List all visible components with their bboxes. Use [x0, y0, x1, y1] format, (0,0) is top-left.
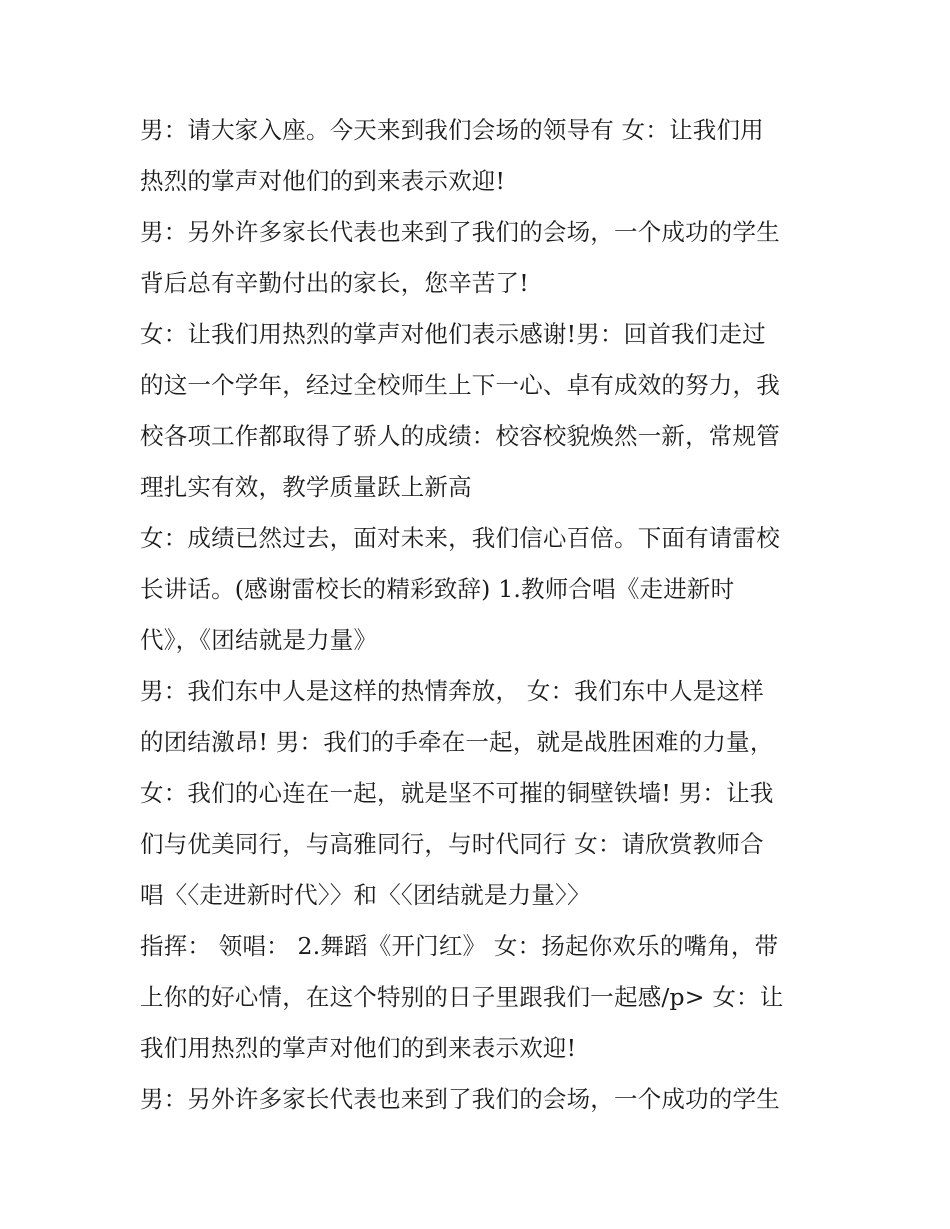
text-line: 背后总有辛勤付出的家长，您辛苦了! [140, 269, 529, 297]
text-line: 长讲话。(感谢雷校长的精彩致辞) 1.教师合唱《走进新时 [140, 575, 735, 603]
text-line: 热烈的掌声对他们的到来表示欢迎! [140, 167, 506, 195]
text-line: 代》，《团结就是力量》 [140, 626, 378, 654]
text-line: 上你的好心情，在这个特别的日子里跟我们一起感/p> 女：让 [140, 983, 784, 1011]
text-line: 的团结激昂! 男：我们的手牵在一起，就是战胜困难的力量， [140, 728, 774, 756]
text-line: 我们用热烈的掌声对他们的到来表示欢迎! [140, 1034, 577, 1062]
text-line: 男：我们东中人是这样的热情奔放， 女：我们东中人是这样 [140, 677, 764, 705]
text-line: 理扎实有效，教学质量跃上新高 [140, 473, 472, 501]
text-line: 女：我们的心连在一起，就是坚不可摧的铜壁铁墙! 男：让我 [140, 779, 774, 807]
text-line: 唱〈〈走进新时代〉〉和〈〈团结就是力量〉〉 [140, 881, 591, 909]
text-line: 女：让我们用热烈的掌声对他们表示感谢!男：回首我们走过 [140, 320, 766, 348]
text-line: 的这一个学年，经过全校师生上下一心、卓有成效的努力，我 [140, 371, 780, 399]
text-line: 男：另外许多家长代表也来到了我们的会场，一个成功的学生 [140, 218, 780, 246]
text-line: 男：另外许多家长代表也来到了我们的会场，一个成功的学生 [140, 1085, 780, 1113]
document-body [140, 105, 820, 1125]
text-line: 们与优美同行，与高雅同行，与时代同行 女：请欣赏教师合 [140, 830, 764, 858]
text-line: 男：请大家入座。今天来到我们会场的领导有 女：让我们用 [140, 116, 764, 144]
text-line: 指挥： 领唱： 2.舞蹈《开门红》 女：扬起你欢乐的嘴角，带 [140, 932, 779, 960]
text-line: 女：成绩已然过去，面对未来，我们信心百倍。下面有请雷校 [140, 524, 780, 552]
text-line: 校各项工作都取得了骄人的成绩：校容校貌焕然一新，常规管 [140, 422, 780, 450]
